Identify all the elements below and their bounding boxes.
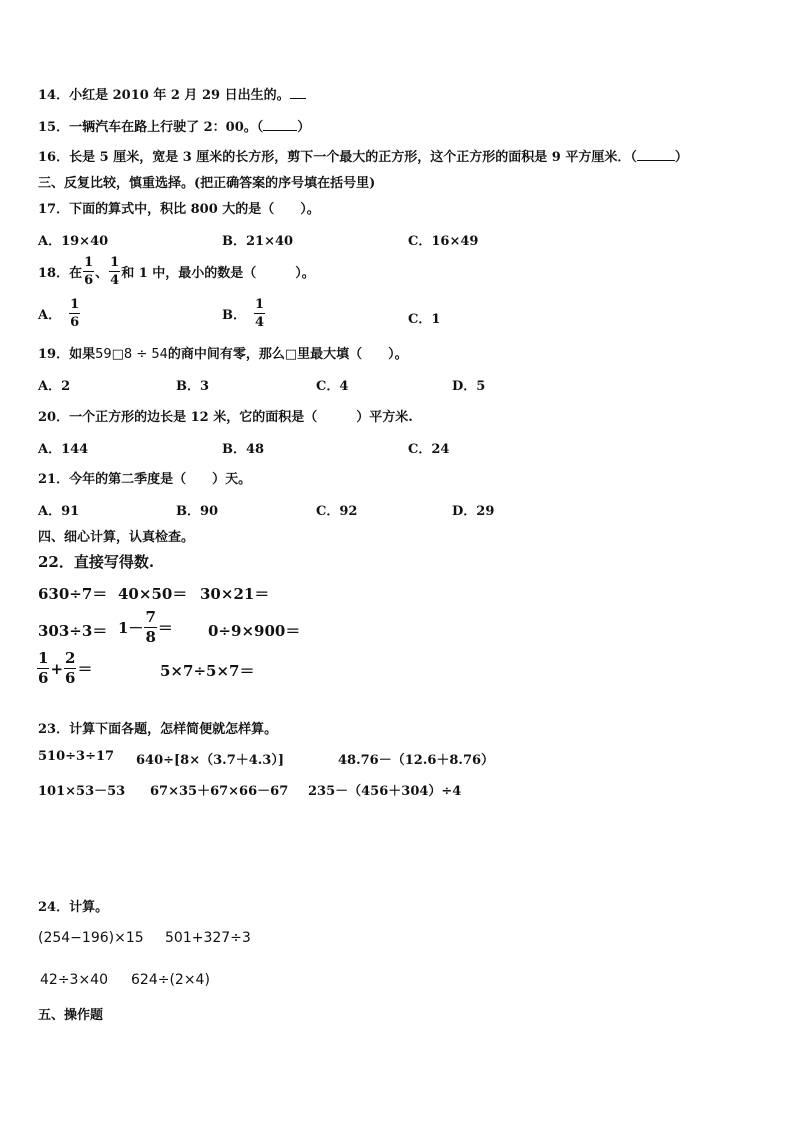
question-20-stem: 20．一个正方形的边长是 12 米，它的面积是（ ）平方米. [38, 410, 413, 425]
question-16 [38, 146, 688, 165]
option-a[interactable] [38, 298, 81, 329]
option-c[interactable]: C．4 [316, 379, 349, 394]
numerator: 1 [255, 297, 265, 312]
option-b[interactable] [222, 298, 266, 329]
calc-item: 5×7÷5×7＝ [160, 662, 255, 680]
calc-item: 48.76－（12.6＋8.76） [338, 753, 495, 768]
section-5-heading: 五、操作题 [38, 1008, 104, 1023]
question-14 [38, 84, 306, 103]
separator: 、 [95, 266, 109, 281]
fraction [109, 256, 120, 287]
denominator: 4 [255, 315, 265, 330]
question-15 [38, 116, 310, 135]
calc-item [36, 651, 92, 686]
denominator: 6 [70, 315, 80, 330]
fraction [144, 610, 156, 645]
question-21-stem: 21．今年的第二季度是（ ）天。 [38, 472, 252, 487]
calc-item: 40×50＝ [118, 585, 188, 603]
stem-text: 18．在 [38, 266, 83, 281]
question-14-text: 14．小红是 2010 年 2 月 29 日出生的。 [38, 88, 290, 103]
calc-item: 624÷(2×4) [131, 972, 210, 988]
answer-blank[interactable] [263, 130, 297, 131]
fraction [83, 256, 94, 287]
option-b[interactable]: B．3 [176, 379, 210, 394]
option-c[interactable]: C．24 [408, 442, 450, 457]
equals-sign: ＝ [77, 660, 93, 678]
calc-text: 1－ [118, 619, 144, 637]
fraction [64, 651, 76, 686]
math-expression: 59□8 ÷ 54 [95, 347, 168, 362]
option-c[interactable]: C．1 [408, 312, 441, 327]
option-a[interactable]: A．2 [38, 379, 71, 394]
option-c[interactable]: C．92 [316, 504, 358, 519]
close-paren: ） [297, 120, 311, 135]
option-b[interactable]: B．48 [222, 442, 265, 457]
option-c[interactable]: C．16×49 [408, 234, 479, 249]
option-a[interactable]: A．19×40 [38, 234, 109, 249]
denominator: 4 [110, 273, 120, 288]
calc-item: 303÷3＝ [38, 622, 108, 640]
option-a[interactable]: A．144 [38, 442, 89, 457]
question-23-title: 23．计算下面各题，怎样简便就怎样算。 [38, 722, 278, 737]
calc-item: (254−196)×15 [38, 930, 144, 946]
option-label: B． [222, 308, 246, 323]
stem-text: 的商中间有零，那么□里最大填（ ）。 [167, 347, 408, 362]
option-label: A． [38, 308, 62, 323]
denominator: 6 [38, 669, 49, 687]
calc-item: 30×21＝ [200, 585, 270, 603]
numerator: 1 [70, 297, 80, 312]
option-d[interactable]: D．29 [452, 504, 495, 519]
calc-item: 0÷9×900＝ [208, 622, 301, 640]
question-18-stem [38, 256, 315, 287]
calc-item: 101×53－53 [38, 784, 126, 799]
answer-blank[interactable] [637, 160, 675, 161]
question-15-text: 15．一辆汽车在路上行驶了 2：00。（ [38, 120, 264, 135]
option-b[interactable]: B．90 [176, 504, 219, 519]
section-4-heading: 四、细心计算，认真检查。 [38, 530, 195, 545]
denominator: 6 [84, 273, 94, 288]
question-19-stem [38, 343, 408, 362]
option-b[interactable]: B．21×40 [222, 234, 294, 249]
calc-item: 640÷[8×（3.7＋4.3）] [136, 753, 285, 768]
denominator: 6 [65, 669, 76, 687]
option-d[interactable]: D．5 [452, 379, 486, 394]
fraction [69, 298, 80, 329]
calc-text: ＝ [157, 619, 173, 637]
fraction [254, 298, 265, 329]
numerator: 1 [84, 255, 94, 270]
calc-item: 42÷3×40 [40, 972, 108, 988]
question-16-text: 16．长是 5 厘米，宽是 3 厘米的长方形，剪下一个最大的正方形，这个正方形的面积是 9 平方厘米．（ [38, 150, 637, 165]
stem-text: 19．如果 [38, 347, 96, 362]
calc-item: 235－（456＋304）÷4 [308, 784, 462, 799]
close-paren: ） [674, 150, 688, 165]
section-3-heading: 三、反复比较，慎重选择。(把正确答案的序号填在括号里) [38, 176, 376, 191]
plus-sign: + [50, 659, 64, 678]
numerator: 7 [145, 608, 156, 626]
fraction [37, 651, 49, 686]
question-22-title: 22．直接写得数. [38, 553, 155, 571]
calc-item [118, 610, 173, 645]
answer-blank[interactable] [290, 98, 306, 99]
calc-item: 67×35＋67×66－67 [150, 784, 289, 799]
numerator: 1 [110, 255, 120, 270]
numerator: 2 [65, 649, 76, 667]
calc-item: 501+327÷3 [165, 930, 251, 946]
calc-item: 510÷3÷17 [38, 749, 115, 764]
denominator: 8 [145, 628, 156, 646]
question-17-stem: 17．下面的算式中，积比 800 大的是（ ）。 [38, 202, 320, 217]
question-24-title: 24．计算。 [38, 900, 109, 915]
stem-text: 和 1 中，最小的数是（ ）。 [121, 266, 315, 281]
option-a[interactable]: A．91 [38, 504, 80, 519]
numerator: 1 [38, 649, 49, 667]
calc-item: 630÷7＝ [38, 585, 108, 603]
